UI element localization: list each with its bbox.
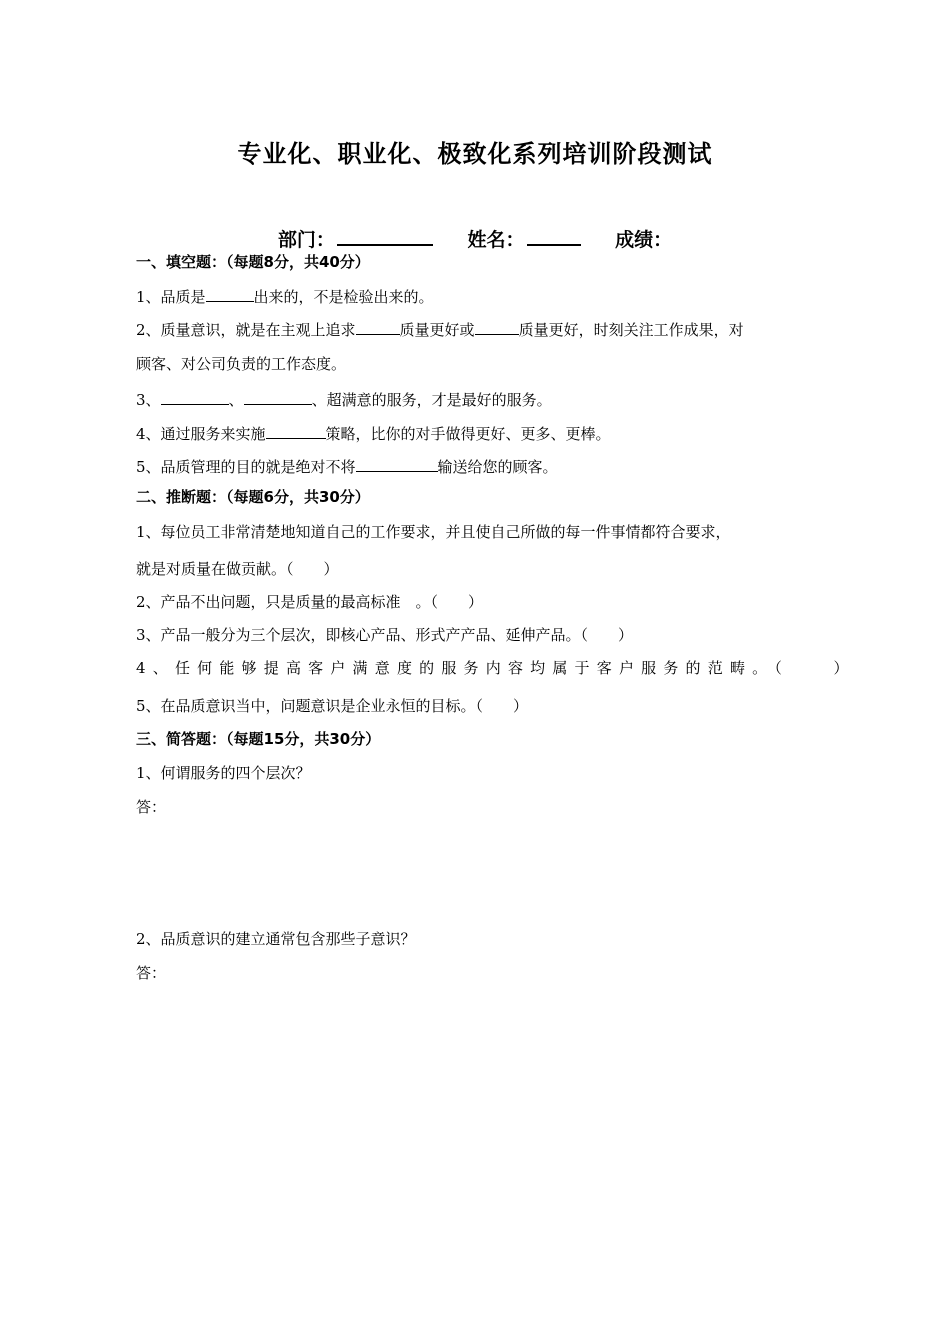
s1-q4-text-b: 策略，比你的对手做得更好、更多、更棒。 <box>325 425 611 443</box>
s2-question-3: 3、产品一般分为三个层次，即核心产品、形式产产品、延伸产品。（ ） <box>136 626 634 644</box>
s1-question-3 <box>136 388 552 410</box>
s3-answer-2-label: 答： <box>136 964 167 982</box>
s2-question-4: 4、任何能够提高客户满意度的服务内容均属于客户服务的范畴。（ ） <box>136 659 856 677</box>
s2-question-1-cont: 就是对质量在做贡献。（ ） <box>136 560 339 578</box>
page-title: 专业化、职业化、极致化系列培训阶段测试 <box>237 140 713 168</box>
s1-q1-text-a: 1、品质是 <box>136 288 206 306</box>
department-label: 部门： <box>277 229 335 251</box>
s1-q2-text-b: 质量更好或 <box>399 321 475 339</box>
s1-q5-text-b: 输送给您的顾客。 <box>437 458 558 476</box>
s1-question-1 <box>136 285 434 307</box>
s3-question-2: 2、品质意识的建立通常包含那些子意识？ <box>136 930 416 948</box>
s1-q2-text-a: 2、质量意识，就是在主观上追求 <box>136 321 356 339</box>
s1-question-4 <box>136 422 611 444</box>
name-blank[interactable] <box>527 224 581 246</box>
s1-q5-blank[interactable] <box>356 455 438 472</box>
s1-q3-text-a: 3、 <box>136 391 161 409</box>
s1-q2-blank-2[interactable] <box>475 318 519 335</box>
name-field <box>467 224 580 252</box>
s2-question-1: 1、每位员工非常清楚地知道自己的工作要求，并且使自己所做的每一件事情都符合要求， <box>136 523 731 541</box>
s1-q3-blank-2[interactable] <box>244 388 312 405</box>
department-field <box>278 224 433 252</box>
score-field <box>615 225 672 252</box>
department-blank[interactable] <box>337 224 433 246</box>
s1-question-2-cont: 顾客、对公司负责的工作态度。 <box>136 355 347 373</box>
section3-heading: 三、简答题：（每题15分，共30分） <box>136 730 381 748</box>
section2-heading: 二、推断题：（每题6分，共30分） <box>136 488 370 506</box>
header-fields <box>0 224 950 252</box>
s1-question-5 <box>136 455 558 477</box>
s2-question-5: 5、在品质意识当中，问题意识是企业永恒的目标。（ ） <box>136 697 529 715</box>
s3-question-1: 1、何谓服务的四个层次？ <box>136 764 311 782</box>
s1-q3-blank-1[interactable] <box>161 388 229 405</box>
s1-question-2 <box>136 318 744 340</box>
s1-q4-text-a: 4、通过服务来实施 <box>136 425 266 443</box>
section1-heading: 一、填空题：（每题8分，共40分） <box>136 253 370 271</box>
s1-q5-text-a: 5、品质管理的目的就是绝对不将 <box>136 458 356 476</box>
s1-q2-blank-1[interactable] <box>356 318 400 335</box>
s3-answer-1-label: 答： <box>136 798 167 816</box>
score-label: 成绩： <box>615 229 673 251</box>
s1-q1-blank[interactable] <box>206 285 254 302</box>
s1-q3-text-b: 、 <box>228 391 244 409</box>
name-label: 姓名： <box>467 229 525 251</box>
s2-question-2: 2、产品不出问题，只是质量的最高标准 。（ ） <box>136 593 484 611</box>
s1-q1-text-b: 出来的，不是检验出来的。 <box>253 288 434 306</box>
s1-q2-text-c: 质量更好，时刻关注工作成果，对 <box>518 321 744 339</box>
s1-q3-text-c: 、超满意的服务，才是最好的服务。 <box>311 391 552 409</box>
s1-q4-blank[interactable] <box>266 422 326 439</box>
